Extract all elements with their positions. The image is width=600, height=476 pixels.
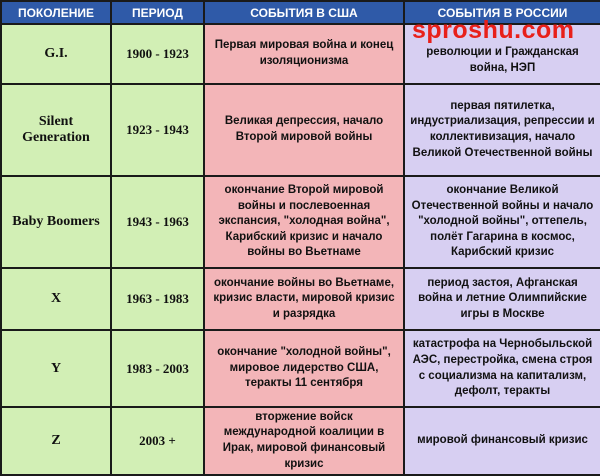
header-period: ПЕРИОД [111,1,204,24]
generation-cell: Baby Boomers [1,176,111,268]
russia-events-cell: катастрофа на Чернобыльской АЭС, перестройка, смена строя с социализма на капитализм, дефолт, теракты [404,330,600,407]
russia-events-cell: революции и Гражданская война, НЭП [404,24,600,84]
russia-events-cell: мировой финансовый кризис [404,407,600,475]
header-usa-events: СОБЫТИЯ В США [204,1,404,24]
usa-events-cell: вторжение войск международной коалиции в Ирак, мировой финансовый кризис [204,407,404,475]
header-generation: ПОКОЛЕНИЕ [1,1,111,24]
generation-cell: Y [1,330,111,407]
usa-events-cell: окончание войны во Вьетнаме, кризис власти, мировой кризис и разрядка [204,268,404,330]
table-row [1,330,600,407]
usa-events-cell: окончание Второй мировой войны и послевоенная экспансия, "холодная война", Карибский кризис и начало войны во Вьетнаме [204,176,404,268]
table-row [1,268,600,330]
russia-events-cell: окончание Великой Отечественной войны и начало "холодной войны", оттепель, полёт Гагарина в космос, Карибский кризис [404,176,600,268]
generation-cell: G.I. [1,24,111,84]
usa-events-cell: Первая мировая война и конец изоляционизма [204,24,404,84]
table-row [1,407,600,475]
header-russia-events: СОБЫТИЯ В РОССИИ [404,1,600,24]
russia-events-cell: период застоя, Афганская война и летние Олимпийские игры в Москве [404,268,600,330]
period-cell: 1983 - 2003 [111,330,204,407]
watermark: sproshu.com [412,16,575,44]
generation-cell: X [1,268,111,330]
usa-events-cell: окончание "холодной войны", мировое лидерство США, теракты 11 сентября [204,330,404,407]
period-cell: 1963 - 1983 [111,268,204,330]
table-row [1,176,600,268]
period-cell: 1943 - 1963 [111,176,204,268]
table-row [1,84,600,176]
russia-events-cell: первая пятилетка, индустриализация, репрессии и коллективизация, начало Великой Отечественной войны [404,84,600,176]
period-cell: 1900 - 1923 [111,24,204,84]
generation-cell: Z [1,407,111,475]
period-cell: 2003 + [111,407,204,475]
usa-events-cell: Великая депрессия, начало Второй мировой войны [204,84,404,176]
generation-cell: Silent Generation [1,84,111,176]
period-cell: 1923 - 1943 [111,84,204,176]
